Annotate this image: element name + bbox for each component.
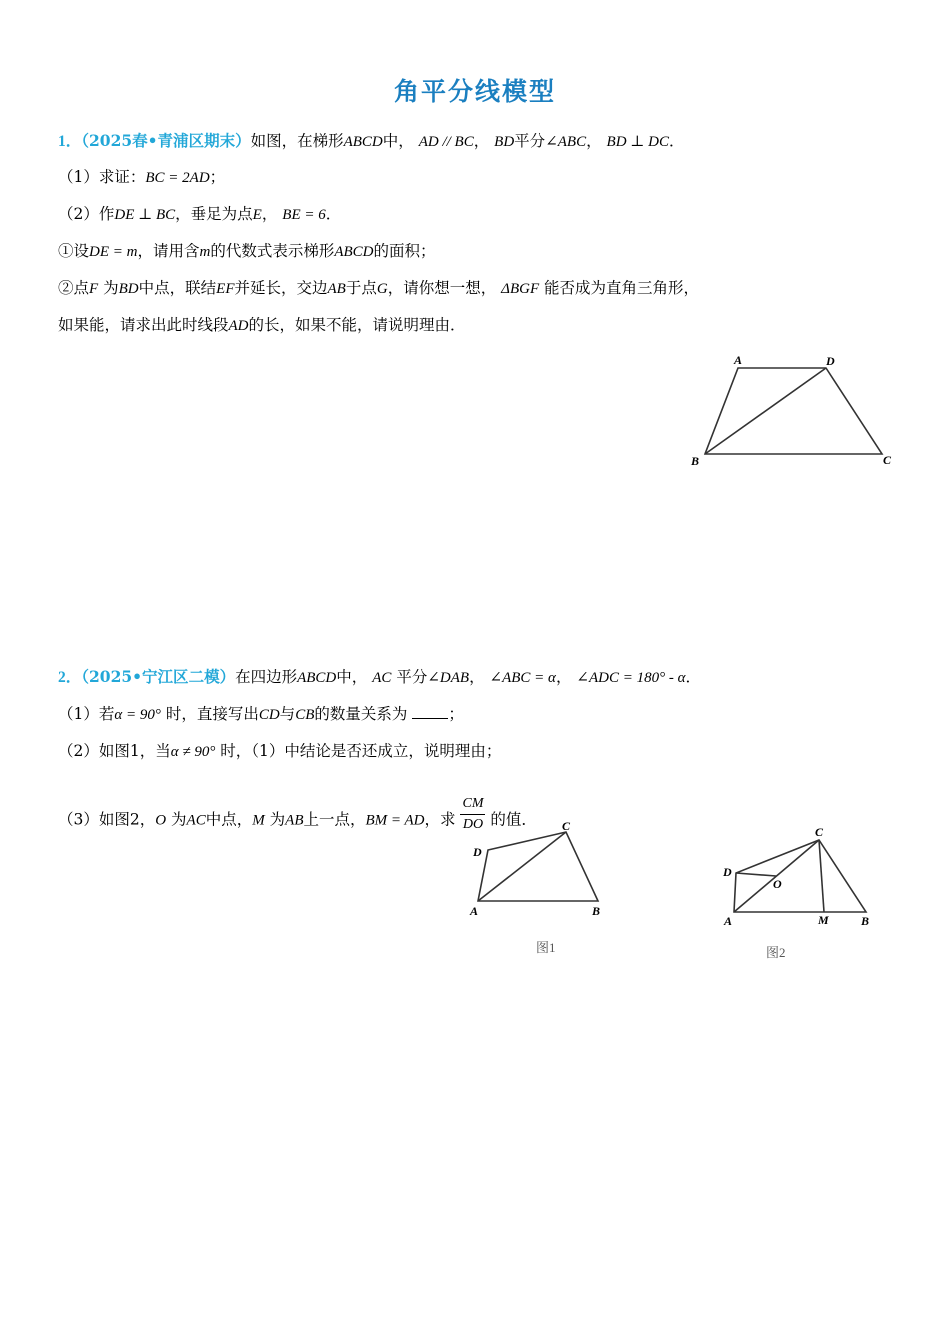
segment-cm [819, 840, 824, 912]
q1-math: E [252, 207, 262, 223]
q2-math: ABCD [297, 670, 337, 686]
label-a: A [734, 353, 743, 367]
label-c: C [883, 453, 892, 467]
fig1-caption: 图1 [536, 940, 556, 955]
fig2-label-c: C [815, 825, 824, 839]
q2-math: BM = AD [365, 812, 425, 829]
q2-source: （2025•宁江区二模） [81, 667, 236, 686]
q1-math: G [376, 281, 388, 297]
q2-text: ，求 [424, 810, 456, 829]
q2-text: ； [448, 705, 464, 723]
q1-math: BE = 6 [282, 207, 326, 223]
q2-text: 在四边形 [235, 668, 298, 686]
q2-math: ∠ADC = 180° - α [576, 670, 686, 686]
q1-text: 中点，联结 [138, 279, 217, 297]
q1-text: 于点 [345, 279, 377, 297]
q2-number: 2． [58, 669, 82, 686]
answer-blank[interactable] [412, 704, 448, 719]
q1-math: F [89, 281, 99, 297]
q1-math: ∠ABC [545, 134, 587, 150]
fraction-denominator: DO [462, 817, 484, 832]
q2-math: AC [372, 670, 392, 686]
q1-source: （2025春•青浦区期末） [81, 131, 251, 150]
q1-text: 能否成为直角三角形， [544, 279, 700, 297]
q1-sub1 [58, 240, 436, 263]
q1-text: ， [586, 132, 602, 150]
q2-text: 中点， [205, 810, 253, 829]
q1-text: ，垂足为点 [175, 205, 253, 223]
q1-stem [58, 130, 685, 153]
fig1-label-b: B [592, 904, 601, 918]
q2-math: α ≠ 90° [170, 744, 216, 760]
q2-math: AC [186, 812, 206, 829]
fig2-label-a: A [724, 914, 733, 928]
q2-text: 为 [171, 810, 187, 829]
q2-text: 的值． [490, 810, 537, 829]
q1-math: AB [327, 281, 346, 297]
q1-text: 如果能，请求出此时线段 [58, 316, 229, 334]
q1-text: ． [669, 132, 685, 150]
q1-math: BC = 2AD [145, 170, 210, 186]
q1-math: BD ⊥ DC [606, 134, 669, 150]
q2-text: （3）如图2， [58, 810, 156, 829]
fig2-label-d: D [723, 865, 732, 879]
q1-sub2-cont [58, 314, 466, 337]
q1-number: 1． [58, 133, 82, 150]
q2-math: CB [295, 707, 315, 723]
quadrilateral-abcd [478, 832, 598, 901]
q1-math: DE = m [89, 244, 138, 260]
fraction-numerator: CM [460, 794, 485, 815]
q1-text: 如图，在梯形 [250, 132, 344, 150]
q1-sub2 [58, 277, 699, 300]
fig1-label-d: D [473, 845, 482, 859]
q1-math: AD // BC [418, 134, 474, 150]
q2-text: （1）若 [58, 705, 115, 723]
fig1-label-a: A [470, 904, 479, 918]
q2-text: 时，（1）中结论是否还成立，说明理由； [220, 742, 502, 760]
q2-math: ∠DAB [427, 670, 470, 686]
q1-text: ①设 [58, 242, 90, 260]
q1-text: 中， [382, 132, 414, 150]
q2-text: ， [469, 668, 485, 686]
segment-do [736, 873, 776, 876]
q2-part2 [58, 740, 501, 763]
q1-text: ． [325, 205, 342, 223]
diagonal-ac [734, 840, 819, 912]
q1-math: ABCD [334, 244, 374, 260]
q1-text: 平分 [514, 132, 546, 150]
q2-text: 平分 [396, 668, 428, 686]
q1-part2 [58, 203, 341, 226]
q1-text: ； [209, 168, 226, 186]
q1-text: ，请用含 [137, 242, 200, 260]
q2-math: AB [285, 812, 304, 829]
q1-math: DE ⊥ BC [114, 207, 176, 223]
q1-math: m [199, 244, 211, 260]
q1-math: ΔBGF [501, 281, 540, 297]
fig2-label-m: M [818, 913, 829, 927]
q1-math: EF [216, 281, 235, 297]
q2-math: M [252, 812, 265, 829]
q1-text: 的长，如果不能，请说明理由． [248, 316, 466, 334]
q1-text: 并延长，交边 [234, 279, 328, 297]
q1-text: 的代数式表示梯形 [210, 242, 335, 260]
q2-text: 中， [336, 668, 368, 686]
q1-text: （1）求证： [58, 168, 146, 186]
q1-text: 为 [103, 279, 119, 297]
q1-math: BD [494, 134, 515, 150]
q2-figure-1 [462, 818, 612, 963]
q2-math: ∠ABC = α [489, 670, 556, 686]
fig2-label-o: O [773, 877, 782, 891]
diagonal-bd [705, 368, 826, 454]
quadrilateral-abcd [734, 840, 866, 912]
q2-text: 上一点， [303, 810, 366, 829]
q2-text: 与 [279, 705, 296, 723]
page-title: 角平分线模型 [393, 77, 556, 106]
trapezoid-abcd [705, 368, 882, 454]
label-d: D [826, 354, 835, 368]
q1-text: ， [473, 132, 490, 150]
q1-math: ABCD [343, 134, 383, 150]
q2-math: CD [258, 707, 280, 723]
q1-part1 [58, 166, 225, 189]
q2-text: ， [555, 668, 572, 686]
label-b: B [691, 454, 700, 468]
q1-text: ②点 [58, 279, 90, 297]
q2-math: O [155, 812, 167, 829]
q2-text: 为 [269, 810, 286, 829]
q1-math: BD [118, 281, 139, 297]
q2-text: 的数量关系为 [314, 705, 408, 723]
q2-part1 [58, 703, 464, 726]
fig2-label-b: B [861, 914, 870, 928]
q1-text: ， [261, 205, 278, 223]
q2-math: α = 90° [114, 707, 161, 723]
fig2-caption: 图2 [766, 945, 786, 960]
q1-figure [686, 348, 906, 473]
q1-text: （2）作 [58, 205, 115, 223]
q1-math: AD [228, 318, 249, 334]
fig1-label-c: C [562, 819, 571, 833]
q2-stem [58, 666, 701, 689]
q2-text: （2）如图1，当 [58, 742, 171, 760]
q2-text: ． [685, 668, 701, 686]
q1-text: 的面积； [373, 242, 436, 260]
q2-text: 时，直接写出 [165, 705, 259, 723]
q2-figure-2 [718, 820, 888, 968]
q1-text: ，请你想一想， [387, 279, 497, 297]
